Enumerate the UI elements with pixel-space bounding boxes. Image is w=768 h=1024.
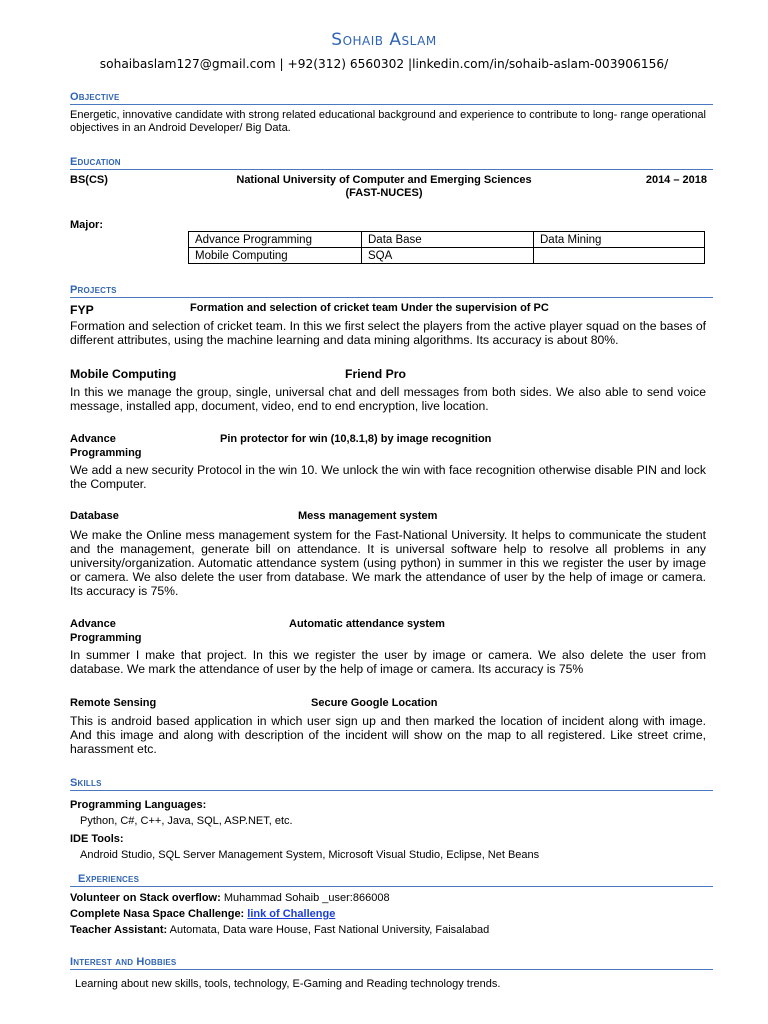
experience-label: Complete Nasa Space Challenge:	[70, 908, 245, 920]
table-row	[189, 232, 705, 248]
experience-label: Teacher Assistant:	[70, 924, 168, 936]
project-description: In summer I make that project. In this we register the user by image or camera. We also delete the user from database. We mark the attendance of user by the help of image or camera. Its accuracy is 75%	[70, 648, 706, 676]
major-courses-table	[188, 231, 705, 264]
project-description: We make the Online mess management system for the Fast-National University. It helps to communicate the student and the management, generate bill on attendance. It is universal software help to resolve all problems in any university/organization. Automatic attendance system (using python) in summer in this we register the user by image or camera. We also delete the user from database. We mark the attendance of user by the help of image or camera. Its accuracy is 75%.	[70, 528, 706, 598]
project-title: Friend Pro	[345, 367, 406, 381]
table-cell: Advance Programming	[189, 232, 362, 248]
project-title: Formation and selection of cricket team Under the supervision of PC	[190, 302, 549, 314]
experience-value: Muhammad Sohaib _user:866008	[220, 892, 390, 904]
major-label: Major:	[70, 219, 103, 231]
challenge-link[interactable]: link of Challenge	[247, 908, 336, 920]
objective-heading: Objective	[70, 91, 713, 105]
table-cell	[534, 248, 705, 264]
project-course: Mobile Computing	[70, 367, 177, 381]
project-description: We add a new security Protocol in the win 10. We unlock the win with face recognition otherwise disable PIN and lock the Computer.	[70, 463, 706, 491]
experiences-heading: Experiences	[70, 873, 713, 887]
project-description: This is android based application in which user sign up and then marked the location of incident along with image. And this image and along with description of the incident will show on the map to all registered. Like street crime, harassment etc.	[70, 714, 706, 756]
experience-label: Volunteer on Stack overflow:	[70, 892, 221, 904]
skills-heading: Skills	[70, 777, 713, 791]
project-course: Advance	[70, 618, 116, 630]
education-years: 2014 – 2018	[645, 174, 707, 186]
interests-text: Learning about new skills, tools, technology, E-Gaming and Reading technology trends.	[75, 978, 501, 990]
table-cell: Mobile Computing	[189, 248, 362, 264]
candidate-name: Sohaib Aslam	[331, 30, 437, 50]
experience-row-ta	[70, 924, 489, 937]
experience-value: Automata, Data ware House, Fast National University, Faisalabad	[167, 924, 490, 936]
project-description: Formation and selection of cricket team. In this we first select the players from the active player squad on the bases of different attributes, using the machine learning and data mining algorithms. Its accuracy is about 80%.	[70, 319, 706, 347]
table-cell: Data Mining	[534, 232, 705, 248]
programming-languages-label: Programming Languages:	[70, 799, 207, 811]
interests-heading: Interest and Hobbies	[70, 956, 713, 970]
experience-row-nasa	[70, 908, 335, 921]
objective-text: Energetic, innovative candidate with strong related educational background and experience to contribute to long- range operational objectives in an Android Developer/ Big Data.	[70, 109, 706, 134]
degree: BS(CS)	[70, 174, 108, 186]
project-title: Automatic attendance system	[289, 618, 445, 630]
contact-line: sohaibaslam127@gmail.com | +92(312) 6560302 |linkedin.com/in/sohaib-aslam-003906156/	[99, 57, 669, 71]
experience-row-stackoverflow	[70, 892, 390, 905]
table-cell: SQA	[362, 248, 534, 264]
university-name: National University of Computer and Emerging Sciences	[236, 174, 532, 186]
project-course: Advance	[70, 433, 116, 445]
ide-tools-value: Android Studio, SQL Server Management System, Microsoft Visual Studio, Eclipse, Net Beans	[80, 849, 540, 861]
project-description: In this we manage the group, single, universal chat and dell messages from both sides. We also able to send voice message, installed app, document, video, end to end encryption, live location.	[70, 385, 706, 413]
education-heading: Education	[70, 156, 713, 170]
ide-tools-label: IDE Tools:	[70, 833, 124, 845]
project-title: Pin protector for win (10,8.1,8) by image recognition	[220, 433, 492, 445]
project-title: Mess management system	[298, 510, 438, 522]
programming-languages-value: Python, C#, C++, Java, SQL, ASP.NET, etc.	[80, 815, 293, 827]
project-course: Remote Sensing	[70, 697, 157, 709]
project-course: Database	[70, 510, 119, 522]
table-cell: Data Base	[362, 232, 534, 248]
projects-heading: Projects	[70, 284, 713, 298]
project-course: Programming	[70, 447, 142, 459]
project-course: FYP	[70, 303, 94, 317]
university-abbrev: (FAST-NUCES)	[345, 187, 423, 199]
project-title: Secure Google Location	[311, 697, 438, 709]
project-course: Programming	[70, 632, 142, 644]
table-row	[189, 248, 705, 264]
